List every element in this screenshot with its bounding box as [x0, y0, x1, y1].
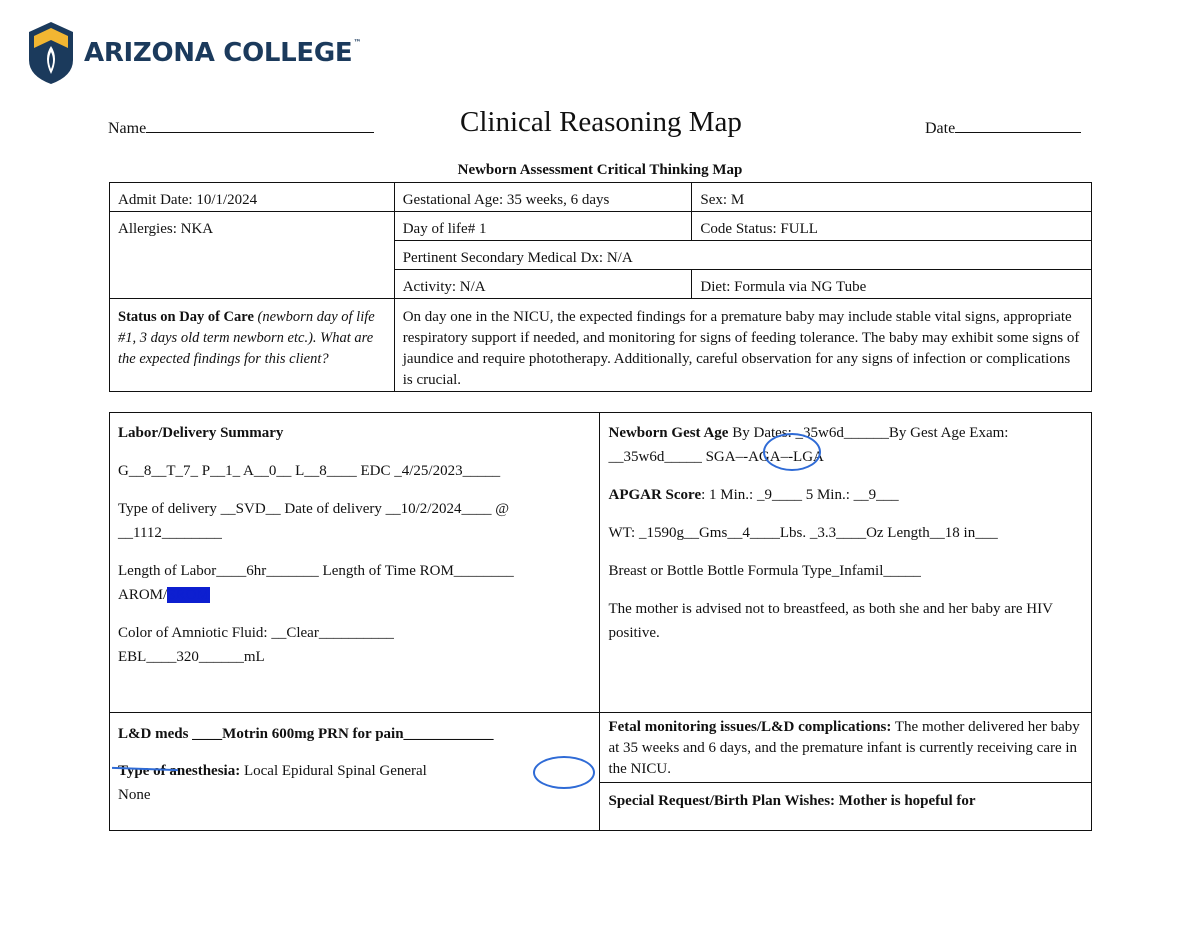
special-request-cell: Special Request/Birth Plan Wishes: Mother is hopeful for	[600, 783, 1092, 831]
labor-newborn-table	[109, 412, 1092, 831]
meds-anesthesia-cell	[110, 713, 600, 831]
anesthesia-line: Type of anesthesia: Local Epidural Spinal General None	[118, 763, 427, 803]
labor-delivery-cell	[110, 413, 600, 713]
delivery-line: Type of delivery __SVD__ Date of delivery __10/2/2024____ @ __1112________	[118, 501, 510, 541]
feeding-line: Breast or Bottle Bottle Formula Type_Infamil_____	[608, 563, 921, 579]
name-field[interactable]: Name	[108, 118, 374, 138]
newborn-cell	[600, 413, 1092, 713]
newborn-gest-line: Newborn Gest Age By Dates: _35w6d______By Gest Age Exam: __35w6d_____ SGA–-AGA–-LGA	[608, 425, 1009, 465]
arizona-college-logo	[26, 20, 361, 86]
apgar-line: APGAR Score: 1 Min.: _9____ 5 Min.: __9___	[608, 487, 899, 503]
labor-length-line: Length of Labor____6hr_______ Length of Time ROM________ AROM/SROM	[118, 563, 514, 603]
code-status-cell: Code Status: FULL	[692, 212, 1092, 241]
gtpal-line: G__8__T_7_ P__1_ A__0__ L__8____ EDC _4/25/2023_____	[118, 463, 501, 479]
diet-cell: Diet: Formula via NG Tube	[692, 270, 1092, 299]
weight-line: WT: _1590g__Gms__4____Lbs. _3.3____Oz Length__18 in___	[608, 525, 998, 541]
day-of-life-cell: Day of life# 1	[394, 212, 692, 241]
shield-logo-icon	[26, 20, 76, 86]
allergies-cell: Allergies: NKA	[110, 212, 395, 299]
labor-title: Labor/Delivery Summary	[118, 425, 284, 441]
srom-highlight: SROM	[167, 587, 210, 603]
patient-info-table	[109, 182, 1092, 392]
annotation-circle-general	[533, 756, 595, 789]
amniotic-fluid-line: Color of Amniotic Fluid: __Clear__________ EBL____320______mL	[118, 625, 394, 665]
admit-date-cell: Admit Date: 10/1/2024	[110, 183, 395, 212]
gestational-age-cell: Gestational Age: 35 weeks, 6 days	[394, 183, 692, 212]
secondary-dx-cell: Pertinent Secondary Medical Dx: N/A	[394, 241, 1091, 270]
map-subtitle: Newborn Assessment Critical Thinking Map	[457, 162, 743, 178]
sex-cell: Sex: M	[692, 183, 1092, 212]
status-answer-cell: On day one in the NICU, the expected findings for a premature baby may include stable vital signs, appropriate respiratory support if needed, and monitoring for signs of feeding tolerance. The baby may exhibit some signs of jaundice and require phototherapy. Additionally, careful observation for any signs of infection or complications is crucial.	[394, 299, 1091, 392]
date-field[interactable]: Date	[925, 118, 1081, 138]
status-question-cell: Status on Day of Care (newborn day of life #1, 3 days old term newborn etc.). What are the expected findings for this client?	[110, 299, 395, 392]
fetal-monitoring-cell: Fetal monitoring issues/L&D complications: The mother delivered her baby at 35 weeks and 6 days, and the premature infant is currently receiving care in the NICU.	[600, 713, 1092, 783]
annotation-circle-gest-age	[763, 433, 821, 471]
ld-meds-line: L&D meds ____Motrin 600mg PRN for pain____________	[118, 726, 494, 742]
activity-cell: Activity: N/A	[394, 270, 692, 299]
feeding-note: The mother is advised not to breastfeed, as both she and her baby are HIV positive.	[608, 601, 1053, 641]
logo-text: ARIZONA COLLEGE™	[84, 38, 362, 68]
page-title: Clinical Reasoning Map	[460, 106, 742, 138]
